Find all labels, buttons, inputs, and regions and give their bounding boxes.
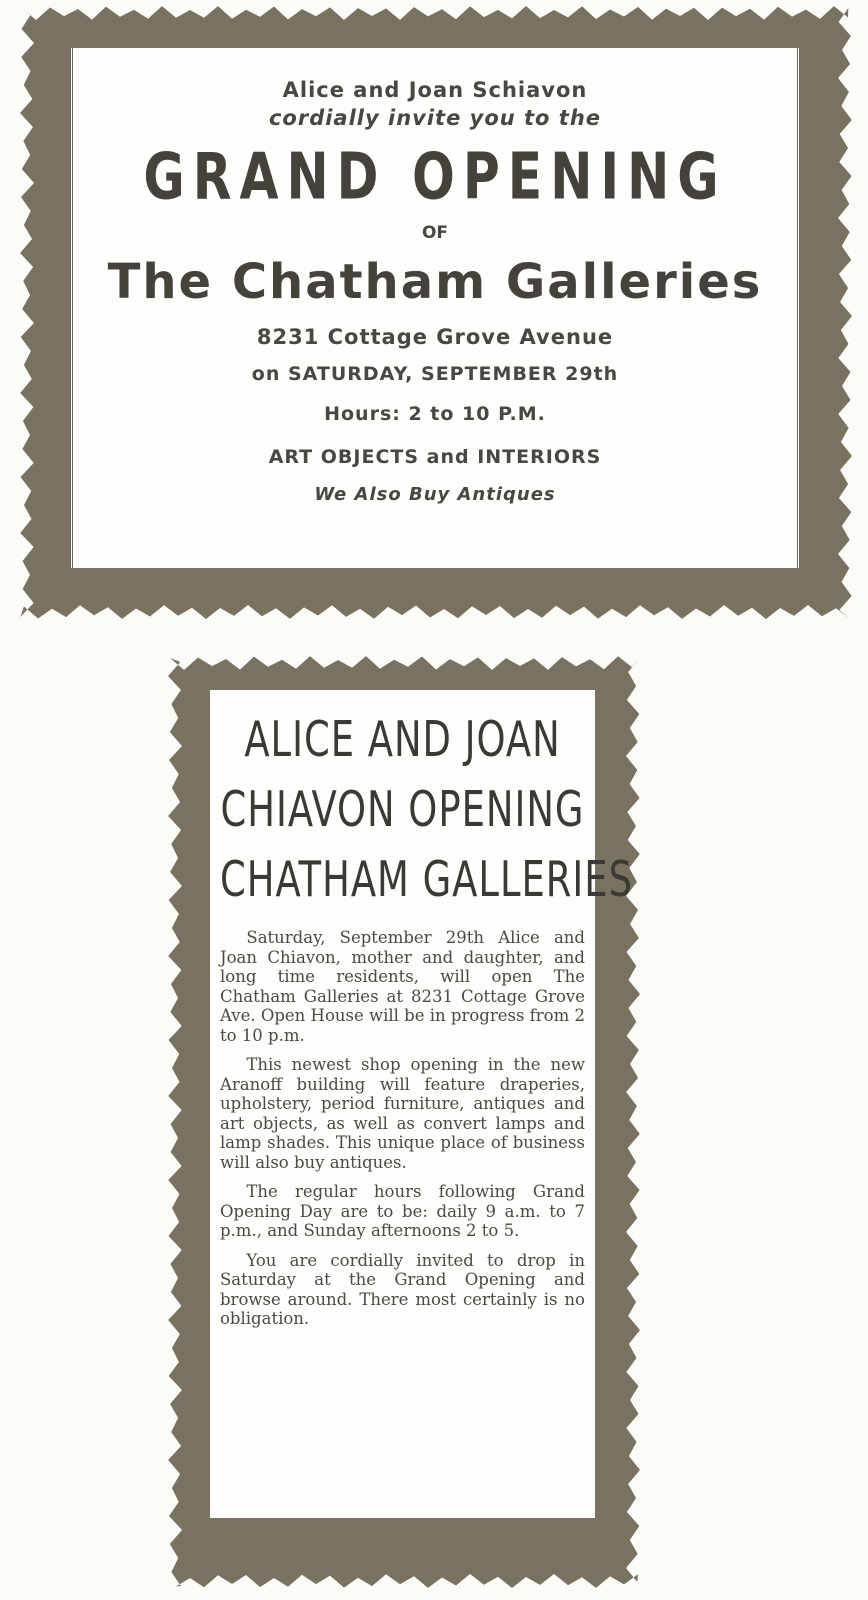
ad-gallery-name: The Chatham Galleries (107, 254, 763, 310)
article-paragraph: You are cordially invited to drop in Saturday at the Grand Opening and browse around. There most certainly is no obligation. (220, 1250, 585, 1328)
ad-invite-line: cordially invite you to the (268, 106, 602, 130)
headline-line: CHIAVON OPENING (220, 780, 585, 838)
ad-offerings: ART OBJECTS and INTERIORS (268, 446, 602, 468)
ad-hosts: Alice and Joan Schiavon (282, 78, 588, 102)
grand-opening-ad (70, 48, 800, 568)
news-article (210, 690, 634, 1518)
ad-buy-line: We Also Buy Antiques (314, 484, 556, 505)
article-paragraph: This newest shop opening in the new Aranoff building will feature draperies, upholstery, period furniture, antiques and art objects, as well as convert lamps and lamp shades. This unique place of business will also buy antiques. (220, 1055, 585, 1172)
article-paragraph: Saturday, September 29th Alice and Joan Chiavon, mother and daughter, and long time residents, will open The Chatham Galleries at 8231 Cottage Grove Ave. Open House will be in progress from 2 to 10 p.m. (220, 928, 585, 1045)
article-headline (220, 704, 634, 914)
ad-address: 8231 Cottage Grove Avenue (256, 325, 614, 349)
article-paragraph: The regular hours following Grand Opening Day are to be: daily 9 a.m. to 7 p.m., and Sunday afternoons 2 to 5. (220, 1182, 585, 1240)
headline-line: CHATHAM GALLERIES (220, 850, 634, 908)
ad-date: on SATURDAY, SEPTEMBER 29th (251, 363, 619, 385)
ad-headline: GRAND OPENING (143, 140, 727, 215)
headline-line: ALICE AND JOAN (244, 710, 561, 768)
ad-hours: Hours: 2 to 10 P.M. (324, 403, 546, 425)
ad-of: OF (421, 223, 449, 243)
